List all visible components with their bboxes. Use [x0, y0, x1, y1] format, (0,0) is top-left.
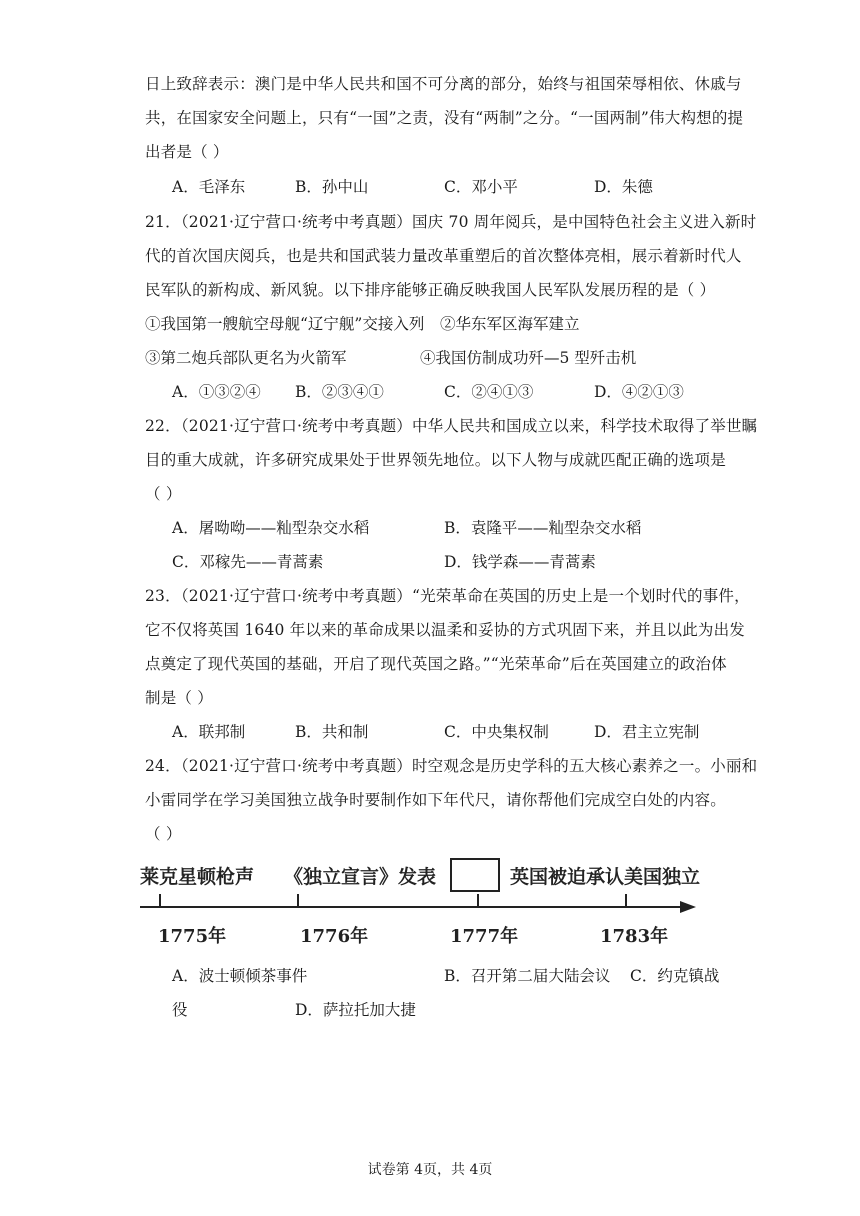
q21-line-1: 21．（2021·辽宁营口·统考中考真题）国庆 70 周年阅兵，是中国特色社会主义进入新时	[145, 213, 757, 231]
q20-option-d: D．朱德	[594, 178, 653, 196]
q24-line-1: 24．（2021·辽宁营口·统考中考真题）时空观念是历史学科的五大核心素养之一。小丽和	[145, 757, 758, 775]
q24-option-b: B．召开第二届大陆会议	[444, 967, 611, 985]
q21-option-b: B．②③④①	[295, 383, 384, 401]
q24-option-c-wrap: 役	[172, 1001, 188, 1019]
q24-option-c: C．约克镇战	[630, 967, 720, 985]
q22-line-1: 22．（2021·辽宁营口·统考中考真题）中华人民共和国成立以来，科学技术取得了举世瞩	[145, 417, 758, 435]
q23-option-b: B．共和制	[295, 723, 369, 741]
q22-line-3: （ ）	[145, 485, 182, 503]
timeline-axis	[140, 890, 700, 920]
q24-option-d: D．萨拉托加大捷	[295, 1001, 416, 1019]
timeline-event-recognition: 英国被迫承认美国独立	[510, 866, 701, 888]
q23-option-a: A．联邦制	[172, 723, 246, 741]
q22-line-2: 目的重大成就，许多研究成果处于世界领先地位。以下人物与成就匹配正确的选项是	[145, 451, 726, 469]
q21-line-3: 民军队的新构成、新风貌。以下排序能够正确反映我国人民军队发展历程的是（ ）	[145, 281, 716, 299]
q20-option-b: B．孙中山	[295, 178, 369, 196]
q23-line-3: 点奠定了现代英国的基础，开启了现代英国之路。”“光荣革命”后在英国建立的政治体	[145, 655, 727, 673]
timeline-event-declaration: 《独立宣言》发表	[284, 866, 437, 888]
q24-option-a: A．波士顿倾茶事件	[172, 967, 308, 985]
timeline-year-1783: 1783年	[600, 926, 669, 947]
q24-line-2: 小雷同学在学习美国独立战争时要制作如下年代尺，请你帮他们完成空白处的内容。	[145, 791, 726, 809]
q22-option-c: C．邓稼先——青蒿素	[172, 553, 324, 571]
timeline-year-1777: 1777年	[450, 926, 519, 947]
q23-line-2: 它不仅将英国 1640 年以来的革命成果以温柔和妥协的方式巩固下来，并且以此为出发	[145, 621, 746, 639]
q21-item-1: ①我国第一艘航空母舰“辽宁舰”交接入列	[145, 315, 425, 333]
q22-option-a: A．屠呦呦——籼型杂交水稻	[172, 519, 370, 537]
timeline-year-1775: 1775年	[158, 926, 227, 947]
q20-line-1: 日上致辞表示：澳门是中华人民共和国不可分离的部分，始终与祖国荣辱相依、休戚与	[145, 75, 742, 93]
q20-line-3: 出者是（ ）	[145, 143, 229, 161]
q21-item-4: ④我国仿制成功歼—5 型歼击机	[420, 349, 637, 367]
timeline-event-lexington: 莱克星顿枪声	[140, 866, 255, 888]
q23-option-c: C．中央集权制	[444, 723, 549, 741]
q24-line-3: （ ）	[145, 825, 182, 843]
q22-option-d: D．钱学森——青蒿素	[444, 553, 596, 571]
q21-option-a: A．①③②④	[172, 383, 261, 401]
q21-option-c: C．②④①③	[444, 383, 534, 401]
q23-line-4: 制是（ ）	[145, 689, 213, 707]
q23-option-d: D．君主立宪制	[594, 723, 700, 741]
q23-line-1: 23．（2021·辽宁营口·统考中考真题）“光荣革命在英国的历史上是一个划时代的事件，	[145, 587, 750, 605]
q20-option-a: A．毛泽东	[172, 178, 246, 196]
timeline-year-1776: 1776年	[300, 926, 369, 947]
q22-option-b: B．袁隆平——籼型杂交水稻	[444, 519, 642, 537]
q21-option-d: D．④②①③	[594, 383, 684, 401]
q20-option-c: C．邓小平	[444, 178, 518, 196]
timeline-blank-box	[450, 858, 500, 892]
q21-line-2: 代的首次国庆阅兵，也是共和国武装力量改革重塑后的首次整体亮相，展示着新时代人	[145, 247, 742, 265]
page-footer: 试卷第 4页，共 4页	[367, 1162, 493, 1178]
q21-item-2: ②华东军区海军建立	[440, 315, 580, 333]
timeline-figure	[140, 850, 700, 950]
q20-line-2: 共，在国家安全问题上，只有“一国”之责，没有“两制”之分。“一国两制”伟大构想的提	[145, 109, 744, 127]
q21-item-3: ③第二炮兵部队更名为火箭军	[145, 349, 347, 367]
